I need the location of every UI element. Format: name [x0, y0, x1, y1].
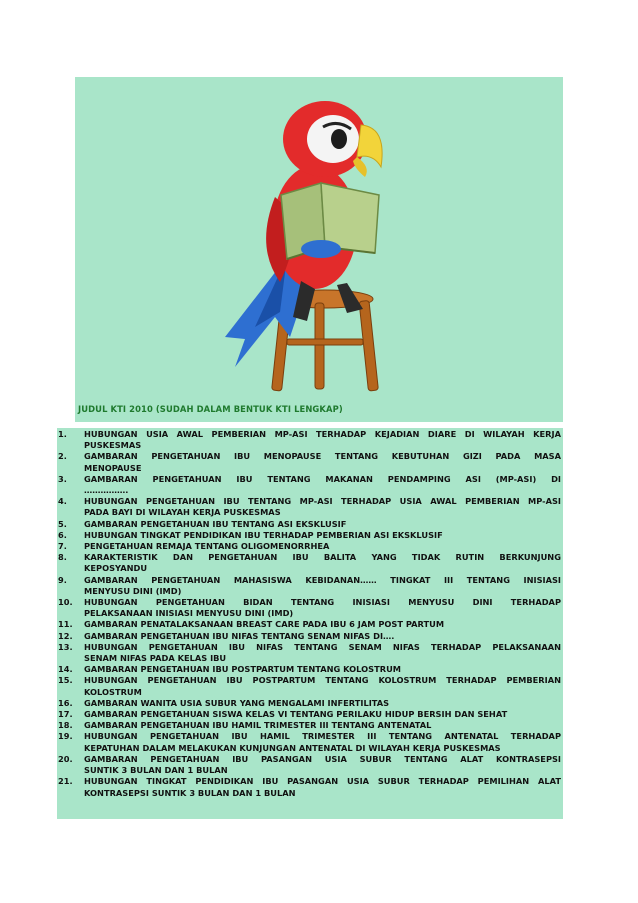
page-title: JUDUL KTI 2010 (SUDAH DALAM BENTUK KTI LENGKAP) — [78, 404, 343, 414]
list-item-15: 15. HUBUNGAN PENGETAHUAN IBU POSTPARTUM TENTANG KOLOSTRUM TERHADAP PEMBERIAN KOLOSTRUM — [58, 675, 561, 697]
list-item-16: 16. GAMBARAN WANITA USIA SUBUR YANG MENGALAMI INFERTILITAS — [58, 697, 390, 708]
list-item-13: 13. HUBUNGAN PENGETAHUAN IBU NIFAS TENTANG SENAM NIFAS TERHADAP PELAKSANAAN SENAM NIFAS PADA KELAS IBU — [58, 641, 561, 664]
parrot-reading-book-icon — [75, 77, 563, 397]
list-item-8: 8. KARAKTERISTIK DAN PENGETAHUAN IBU BALITA YANG TIDAK RUTIN BERKUNJUNG KEPOSYANDU — [58, 552, 561, 574]
list-item-7: 7. PENGETAHUAN REMAJA TENTANG OLIGOMENORRHEA — [58, 541, 330, 552]
list-item-5: 5. GAMBARAN PENGETAHUAN IBU TENTANG ASI EKSKLUSIF — [58, 518, 347, 529]
list-item-12: 12. GAMBARAN PENGETAHUAN IBU NIFAS TENTANG SENAM NIFAS DI…. — [58, 630, 395, 641]
list-item-19: 19. HUBUNGAN PENGETAHUAN IBU HAMIL TRIMESTER III TENTANG ANTENATAL TERHADAP KEPATUHAN DALAM MELAKUKAN KUNJUNGAN ANTENATAL DI WILAYAH KERJA PUSKESMAS — [58, 731, 561, 753]
list-item-9: 9. GAMBARAN PENGETAHUAN MAHASISWA KEBIDANAN…… TINGKAT III TENTANG INISIASI MENYUSU DINI (IMD) — [58, 574, 561, 596]
parrot-illustration — [75, 77, 563, 397]
list-item-18: 18. GAMBARAN PENGETAHUAN IBU HAMIL TRIMESTER III TENTANG ANTENATAL — [58, 720, 432, 731]
list-item-17: 17. GAMBARAN PENGETAHUAN SISWA KELAS VI TENTANG PERILAKU HIDUP BERSIH DAN SEHAT — [58, 709, 508, 720]
list-item-14: 14. GAMBARAN PENGETAHUAN IBU POSTPARTUM TENTANG KOLOSTRUM — [58, 664, 401, 675]
list-item-1: 1. HUBUNGAN USIA AWAL PEMBERIAN MP-ASI TERHADAP KEJADIAN DIARE DI WILAYAH KERJA PUSKESMAS — [58, 429, 561, 451]
list-item-11: 11. GAMBARAN PENATALAKSANAAN BREAST CARE PADA IBU 6 JAM POST PARTUM — [58, 619, 445, 630]
list-item-10: 10. HUBUNGAN PENGETAHUAN BIDAN TENTANG INISIASI MENYUSU DINI TERHADAP PELAKSANAAN INISIASI MENYUSU DINI (IMD) — [58, 597, 561, 619]
list-item-20: 20. GAMBARAN PENGETAHUAN IBU PASANGAN USIA SUBUR TENTANG ALAT KONTRASEPSI SUNTIK 3 BULAN DAN 1 BULAN — [58, 753, 561, 776]
list-item-4: 4. HUBUNGAN PENGETAHUAN IBU TENTANG MP-ASI TERHADAP USIA AWAL PEMBERIAN MP-ASI PADA BAYI DI WILAYAH KERJA PUSKESMAS — [58, 496, 561, 518]
list-item-2: 2. GAMBARAN PENGETAHUAN IBU MENOPAUSE TENTANG KEBUTUHAN GIZI PADA MASA MENOPAUSE — [58, 451, 561, 473]
kti-title-list — [57, 429, 563, 799]
list-item-6: 6. HUBUNGAN TINGKAT PENDIDIKAN IBU TERHADAP PEMBERIAN ASI EKSKLUSIF — [58, 529, 443, 540]
list-item-3: 3. GAMBARAN PENGETAHUAN IBU TENTANG MAKANAN PENDAMPING ASI (MP-ASI) DI ……………. — [58, 473, 561, 496]
list-item-21: 21. HUBUNGAN TINGKAT PENDIDIKAN IBU PASANGAN USIA SUBUR TERHADAP PEMILIHAN ALAT KONTRASEPSI SUNTIK 3 BULAN DAN 1 BULAN — [58, 776, 561, 798]
